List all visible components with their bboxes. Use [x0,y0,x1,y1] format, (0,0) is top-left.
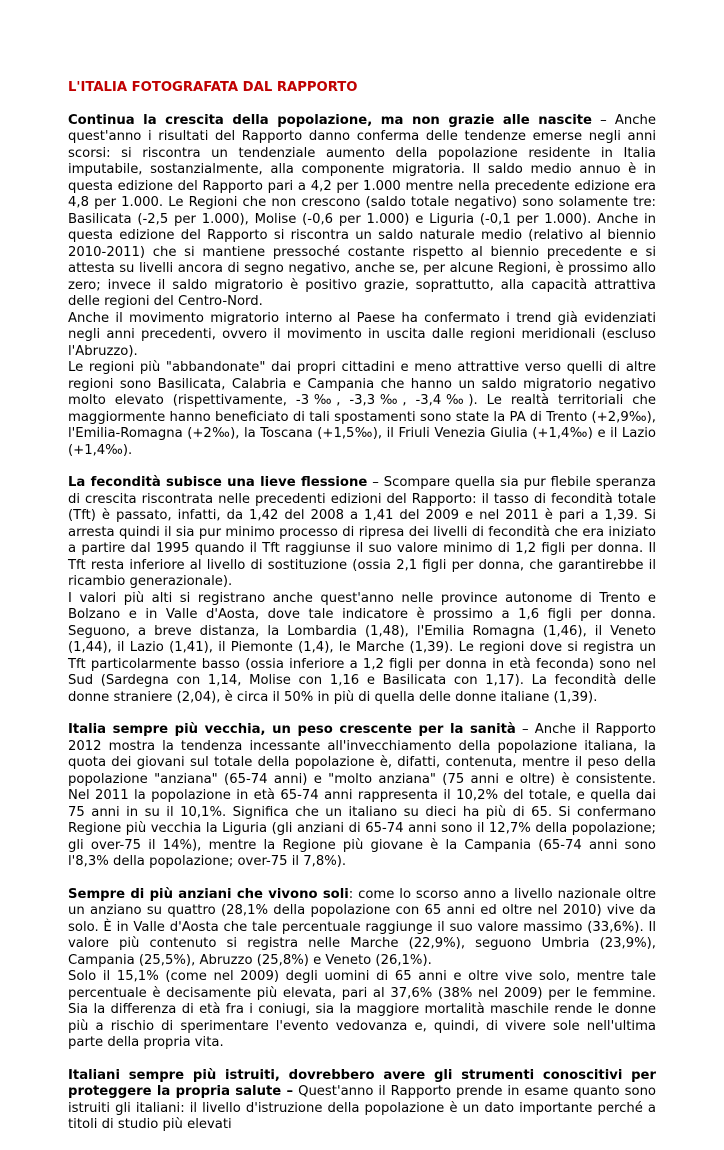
section-aging [68,722,656,871]
section-heading: La fecondità subisce una lieve flessione [68,475,368,490]
section-fertility [68,475,656,706]
paragraph: Solo il 15,1% (come nel 2009) degli uomini di 65 anni e oltre vive solo, mentre tale percentuale è decisamente più elevata, pari al 37,6% (38% nel 2009) per le femmine. Sia la differenza di età fra i coniugi, sia la maggiore mortalità maschile rende le donne più a rischio di sperimentare l'evento vedovanza e, quindi, di vivere sole nell'ultima parte della propria vita. [68,969,656,1050]
section-heading: Continua la crescita della popolazione, ma non grazie alle nascite [68,112,592,128]
paragraph: I valori più alti si registrano anche quest'anno nelle province autonome di Trento e Bolzano e in Valle d'Aosta, dove tale indicatore è prossimo a 1,6 figli per donna. Seguono, a breve distanza, la Lombardia (1,48), l'Emilia Romagna (1,46), il Veneto (1,44), il Lazio (1,41), il Piemonte (1,4), le Marche (1,39). Le regioni dove si registra un Tft particolarmente basso (ossia inferiore a 1,2 figli per donna in età feconda) sono nel Sud (Sardegna con 1,14, Molise con 1,16 e Basilicata con 1,17). La fecondità delle donne straniere (2,04), è circa il 50% in più di quella delle donne italiane (1,39). [68,590,656,705]
section-population [68,113,656,460]
section-heading: Italiani sempre più istruiti, dovrebbero avere gli strumenti conoscitivi per proteggere la propria salute – [68,1067,656,1099]
section-education [68,1068,656,1134]
paragraph [68,1068,656,1134]
paragraph [68,722,656,871]
paragraph [68,113,656,311]
paragraph: Anche il movimento migratorio interno al Paese ha confermato i trend già evidenziati negli anni precedenti, ovvero il movimento in uscita dalle regioni meridionali (escluso l'Abruzzo). [68,310,656,359]
paragraph: Le regioni più "abbandonate" dai propri cittadini e meno attrattive verso quelli di altre regioni sono Basilicata, Calabria e Campania che hanno un saldo migratorio negativo molto elevato (rispettivamente, -3‰, -3,3‰, -3,4‰). Le realtà territoriali che maggiormente hanno beneficiato di tali spostamenti sono state la PA di Trento (+2,9‰), l'Emilia-Romagna (+2‰), la Toscana (+1,5‰), il Friuli Venezia Giulia (+1,4‰) e il Lazio (+1,4‰). [68,360,656,458]
section-lead-text: – Anche il Rapporto 2012 mostra la tendenza incessante all'invecchiamento della popolazione italiana, la quota dei giovani sul totale della popolazione è, difatti, contenuta, mentre il peso della popolazione "anziana" (65-74 anni) e "molto anziana" (75 anni e oltre) è consistente. Nel 2011 la popolazione in età 65-74 anni rappresenta il 10,2% del totale, e quella dai 75 anni in su il 10,1%. Significa che un italiano su dieci ha più di 65. Si confermano Regione più vecchia la Liguria (gli anziani di 65-74 anni sono il 12,7% della popolazione; gli over-75 il 14%), mentre la Regione più giovane è la Campania (65-74 anni sono l'8,3% della popolazione; over-75 il 7,8%). [68,722,656,869]
document-title: L'ITALIA FOTOGRAFATA DAL RAPPORTO [68,80,358,95]
section-lead-text: Quest'anno il Rapporto prende in esame quanto sono istruiti gli italiani: il livello d'istruzione della popolazione è un dato importante perché a titoli di studio più elevati [68,1084,656,1132]
paragraph [68,475,656,591]
section-lead-text: : come lo scorso anno a livello nazionale oltre un anziano su quattro (28,1% della popolazione con 65 anni ed oltre nel 2010) vive da solo. È in Valle d'Aosta che tale percentuale raggiunge il suo valore massimo (33,6%). Il valore più contenuto si registra nelle Marche (22,9%), seguono Umbria (23,9%), Campania (25,5%), Abruzzo (25,8%) e Veneto (26,1%). [68,886,656,968]
document-page [68,80,656,1150]
paragraph [68,887,656,970]
section-heading: Italia sempre più vecchia, un peso crescente per la sanità [68,722,516,737]
section-lead-text: – Anche quest'anno i risultati del Rapporto danno conferma delle tendenze emerse negli anni scorsi: si riscontra un tendenziale aumento della popolazione residente in Italia imputabile, sostanzialmente, alla componente migratoria. Il saldo medio annuo è in questa edizione del Rapporto pari a 4,2 per 1.000 mentre nella precedente edizione era 4,8 per 1.000. Le Regioni che non crescono (saldo totale negativo) sono solamente tre: Basilicata (-2,5 per 1.000), Molise (-0,6 per 1.000) e Liguria (-0,1 per 1.000). Anche in questa edizione del Rapporto si riscontra un saldo naturale medio (relativo al biennio 2010-2011) che si mantiene pressoché costante rispetto al biennio precedente e si attesta su livelli ancora di segno negativo, anche se, per alcune Regioni, è prossimo allo zero; invece il saldo migratorio è positivo grazie, soprattutto, alla capacità attrattiva delle regioni del Centro-Nord. [68,112,656,309]
section-heading: Sempre di più anziani che vivono soli [68,886,349,902]
section-elderly-alone [68,887,656,1052]
section-lead-text: – Scompare quella sia pur flebile speranza di crescita riscontrata nelle precedenti edizioni del Rapporto: il tasso di fecondità totale (Tft) è passato, infatti, da 1,42 del 2008 a 1,41 del 2009 e nel 2011 è pari a 1,39. Si arresta quindi il sia pur minimo processo di ripresa dei livelli di fecondità che era iniziato a partire dal 1995 quando il Tft raggiunse il suo valore minimo di 1,2 figli per donna. Il Tft resta inferiore al livello di sostituzione (ossia 2,1 figli per donna, che garantirebbe il ricambio generazionale). [68,475,656,589]
